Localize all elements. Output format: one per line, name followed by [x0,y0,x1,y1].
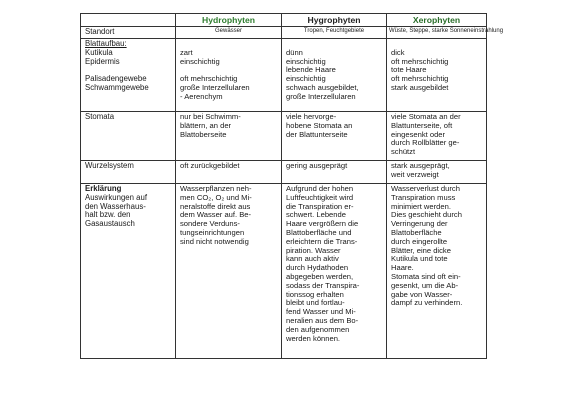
text-line: Kutikula und tote [391,254,448,264]
text-line: nur bei Schwimm- [180,112,241,121]
text-line: Erklärung [85,184,122,193]
text-line: Wasserpflanzen neh- [180,184,252,193]
text-line: einschichtig [180,56,220,66]
text-line: einschichtig [286,74,326,84]
text-line: neralstoffe direkt aus [180,201,251,211]
row-blattaufbau [81,39,487,112]
text-line: hobene Stomata an [286,120,353,130]
row-standort [81,27,487,39]
text-line: durch Hydathoden [286,263,349,273]
text-line: Epidermis [85,56,120,66]
text-line: Blattunterseite, oft [391,120,453,130]
leaf-hydro [176,39,282,112]
text-line: schützt [391,147,416,157]
text-line: werden können. [286,333,341,343]
text-line: Blattoberseite [180,129,227,139]
text-line: den aufgenommen [286,324,350,334]
text-line: der Blattunterseite [286,129,348,139]
text-line: piration. Wasser [286,245,341,255]
explanation-xero [387,184,487,359]
text-line: eingesenkt oder [391,129,446,139]
header-xerophyten: Xerophyten [387,14,487,27]
text-line: weit verzweigt [391,169,439,179]
comparison-sheet [80,13,504,359]
text-line: viele Stomata an der [391,112,461,121]
text-line: erleichtern die Trans- [286,236,358,246]
text-line: kann auch aktiv [286,254,339,264]
text-line: Auswirkungen auf [85,192,147,202]
text-line: stark ausgebildet [391,82,449,92]
text-line: Blattoberfläche und [286,227,352,237]
text-line [180,40,277,49]
text-line: große Interzellularen [286,91,356,101]
site-hydro: Gewässer [176,27,282,39]
text-line: durch eingerollte [391,236,448,246]
text-line: gabe von Wasser- [391,289,453,299]
text-line: schwach ausgebildet, [286,82,359,92]
text-line: Dies geschieht durch [391,210,462,220]
text-line: viele hervorge- [286,112,337,121]
text-line: neralien aus dem Bo- [286,315,359,325]
text-line: dampf zu verhindern. [391,298,463,308]
roots-xero [387,161,487,184]
header-hygrophyten: Hygrophyten [282,14,387,27]
roots-hydro: oft zurückgebildet [176,161,282,184]
text-line: - Aerenchym [180,91,223,101]
text-line: oft mehrschichtig [391,56,449,66]
explanation-hygro [282,184,387,359]
row-erklaerung [81,184,487,359]
label-erklaerung [81,184,176,359]
header-row [81,14,487,27]
text-line: Blattoberfläche [391,227,442,237]
text-line: Schwammgewebe [85,82,149,92]
text-line: sondere Verduns- [180,219,240,229]
text-line: Aufgrund der hohen [286,184,354,193]
text-line: Transpiration muss [391,192,456,202]
text-line: minimiert werden. [391,201,451,211]
text-line: durch Rollblätter ge- [391,138,460,148]
stomata-hygro [282,112,387,161]
plant-comparison-table [80,13,504,359]
row-wurzelsystem [81,161,487,184]
text-line: oft mehrschichtig [180,74,238,84]
text-line: große Interzellularen [180,82,250,92]
text-line: oft mehrschichtig [391,74,449,84]
text-line: Blätter, eine dicke [391,245,451,255]
text-line: Palisadengewebe [85,74,147,84]
row-stomata [81,112,487,161]
text-line: dick [391,47,405,57]
label-blattaufbau [81,39,176,112]
text-line: dem Wasser auf. Be- [180,210,252,220]
label-standort: Standort [81,27,176,39]
leaf-xero [387,39,487,112]
text-line: gesenkt, um die Ab- [391,280,459,290]
text-line: tote Haare [391,65,427,75]
text-line: lebende Haare [286,65,336,75]
text-line: Blattaufbau: [85,39,127,48]
text-line: dünn [286,47,303,57]
text-line: Haare. [391,263,414,273]
leaf-hygro [282,39,387,112]
explanation-hydro [176,184,282,359]
text-line: Verringerung der [391,219,448,229]
text-line: blättern, an der [180,120,232,130]
text-line: den Wasserhaus- [85,201,146,211]
label-wurzelsystem: Wurzelsystem [81,161,176,184]
site-xero: Wüste, Steppe, starke Sonneneinstrahlung [387,27,487,39]
text-line: halt bzw. den [85,210,131,220]
text-line: Wasserverlust durch [391,184,460,193]
text-line: Stomata sind oft ein- [391,271,461,281]
text-line: tionssog erhalten [286,289,344,299]
stomata-hydro [176,112,282,161]
text-line: Gasaustausch [85,219,135,229]
roots-hygro: gering ausgeprägt [282,161,387,184]
text-line: tungseinrichtungen [180,227,245,237]
header-empty [81,14,176,27]
text-line: men CO₂, O₂ und Mi- [180,192,252,202]
text-line: abgegeben werden, [286,271,354,281]
text-line: Kutikula [85,47,113,57]
text-line: die Transpiration er- [286,201,354,211]
text-line: einschichtig [286,56,326,66]
text-line: bleibt und fortlau- [286,298,345,308]
text-line: fend Wasser und Mi- [286,307,356,317]
label-stomata: Stomata [81,112,176,161]
stomata-xero [387,112,487,161]
site-hygro: Tropen, Feuchtgebiete [282,27,387,39]
text-line: sind nicht notwendig [180,236,249,246]
text-line: zart [180,47,193,57]
text-line: Haare vergrößern die [286,219,359,229]
text-line: sodass der Transpira- [286,280,360,290]
header-hydrophyten: Hydrophyten [176,14,282,27]
text-line: schwert. Lebende [286,210,346,220]
text-line: Luftfeuchtigkeit wird [286,192,354,202]
text-line: stark ausgeprägt, [391,161,450,170]
